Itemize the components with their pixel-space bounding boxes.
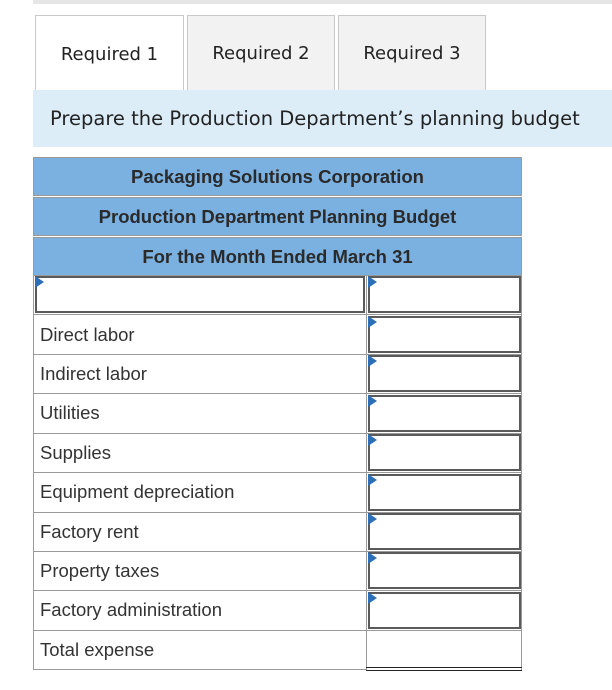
expense-row (33, 473, 522, 513)
expense-amount-input[interactable] (368, 395, 521, 432)
dropdown-marker-icon (368, 395, 377, 407)
expense-label: Supplies (33, 433, 366, 473)
expense-amount-cell (366, 354, 522, 394)
header-input-row (33, 275, 522, 315)
expense-amount-input[interactable] (368, 355, 521, 392)
expense-row (33, 354, 522, 394)
expense-amount-input[interactable] (368, 552, 521, 589)
expense-row (33, 512, 522, 552)
expense-amount-input[interactable] (368, 513, 521, 550)
instruction-text: Prepare the Production Department’s planning budget (50, 107, 580, 130)
total-row (33, 630, 522, 670)
expense-amount-cell (366, 551, 522, 591)
budget-period: For the Month Ended March 31 (33, 237, 522, 276)
dropdown-marker-icon (368, 474, 377, 486)
expense-label: Factory administration (33, 591, 366, 631)
expense-amount-input[interactable] (368, 316, 521, 353)
expense-amount-cell (366, 512, 522, 552)
total-double-underline-top (366, 667, 522, 668)
expense-row (33, 591, 522, 631)
total-label: Total expense (33, 630, 366, 670)
top-divider (33, 0, 612, 4)
expense-row (33, 551, 522, 591)
expense-amount-input[interactable] (368, 474, 521, 511)
budget-title: Production Department Planning Budget (33, 197, 522, 236)
dropdown-marker-icon (368, 552, 377, 564)
total-double-underline-bottom (366, 670, 522, 671)
dropdown-marker-icon (35, 276, 44, 288)
header-label-dropdown[interactable] (35, 276, 365, 313)
dropdown-marker-icon (368, 316, 377, 328)
expense-amount-cell (366, 473, 522, 513)
header-amount-cell (366, 275, 522, 315)
expense-amount-cell (366, 394, 522, 434)
header-label-cell (33, 275, 366, 315)
expense-label: Factory rent (33, 512, 366, 552)
expense-amount-cell (366, 591, 522, 631)
expense-label: Direct labor (33, 315, 366, 355)
expense-label: Equipment depreciation (33, 473, 366, 513)
tab-required-3[interactable]: Required 3 (338, 15, 486, 91)
expense-row (33, 394, 522, 434)
expense-label: Utilities (33, 394, 366, 434)
dropdown-marker-icon (368, 592, 377, 604)
header-amount-dropdown[interactable] (368, 276, 521, 313)
expense-row (33, 315, 522, 355)
dropdown-marker-icon (368, 513, 377, 525)
expense-label: Property taxes (33, 551, 366, 591)
tab-required-1[interactable]: Required 1 (35, 15, 184, 92)
expense-label: Indirect labor (33, 354, 366, 394)
expense-row (33, 433, 522, 473)
dropdown-marker-icon (368, 355, 377, 367)
expense-amount-input[interactable] (368, 592, 521, 629)
expense-amount-input[interactable] (368, 434, 521, 471)
instruction-banner (33, 90, 612, 147)
company-name: Packaging Solutions Corporation (33, 157, 522, 196)
tab-required-2[interactable]: Required 2 (187, 15, 335, 91)
dropdown-marker-icon (368, 276, 377, 288)
expense-amount-cell (366, 433, 522, 473)
expense-amount-cell (366, 315, 522, 355)
total-amount-cell (366, 630, 522, 670)
dropdown-marker-icon (368, 434, 377, 446)
